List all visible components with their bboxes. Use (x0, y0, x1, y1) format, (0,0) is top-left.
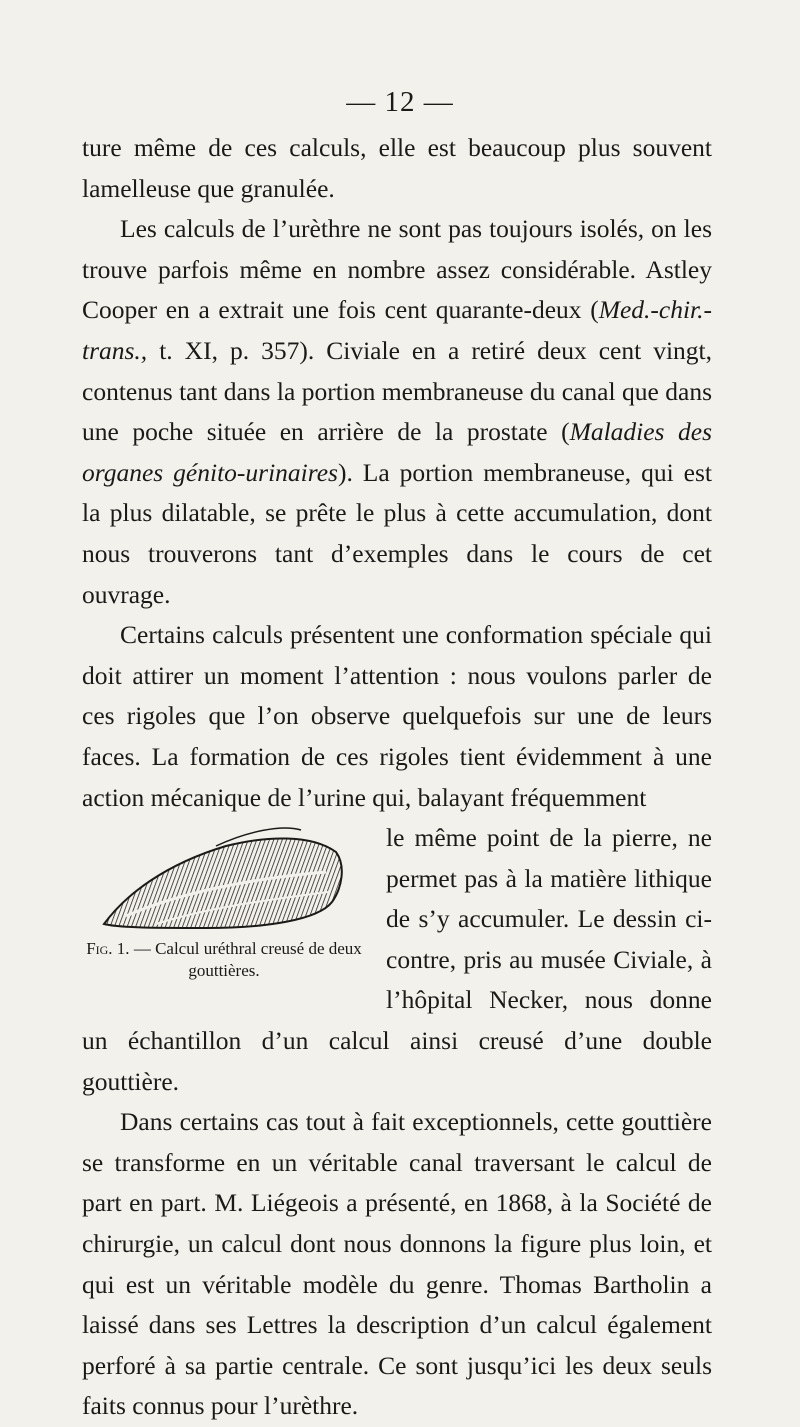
paragraph-2-text-a: Les calculs de l’urèthre ne sont pas toujours isolés, on les trouve parfois même en nombre assez considérable. Astley Cooper en a extrait une fois cent quarante-deux ( (82, 214, 712, 325)
paragraph-3-a: Certains calculs présentent une conformation spéciale qui doit attirer un moment l’attention : nous voulons parler de ces rigoles que l’on observe quelquefois sur une de leurs faces. La formation de ces rigoles tient évidemment à une action mécanique de l’urine qui, balayant fréquemment (82, 620, 712, 812)
reference-med-chir-trans: Med.-chir.-trans., (82, 295, 712, 365)
figure-1 (72, 818, 376, 1018)
page-number: — 12 — (346, 86, 454, 118)
paragraph-1: ture même de ces calculs, elle est beaucoup plus souvent lamelleuse que granulée. (82, 133, 712, 203)
body-text (82, 128, 712, 1427)
calculus-illustration (96, 824, 346, 934)
reference-maladies: Maladies des organes génito-urinaires (82, 417, 712, 487)
paragraph-3-b: le même point de la pierre, ne permet pas à la matière lithique de s’y accumuler. Le dessin ci-contre, pris au musée Civiale, à l’hôpital Necker, nous donne un échantillon d’un calcul ainsi creusé d’une double gouttière. (82, 823, 712, 1096)
paragraph-2-text-b: t. XI, p. 357). Civiale en a retiré deux cent vingt, contenus tant dans la portion membraneuse du canal que dans une poche située en arrière de la prostate ( (82, 335, 712, 447)
figure-label: Fig. 1. (86, 939, 130, 959)
paragraph-4: Dans certains cas tout à fait exceptionnels, cette gouttière se transforme en un véritable canal traversant le calcul de part en part. M. Liégeois a présenté, en 1868, à la Société de chirurgie, un calcul dont nous donnons la figure plus loin, et qui est un véritable modèle du genre. Thomas Bartholin a laissé dans ses Lettres la description d’un calcul également perforé à sa partie centrale. Ce sont jusqu’ici les deux seuls faits connus pour l’urèthre. (82, 1107, 712, 1421)
figure-caption (72, 938, 376, 982)
paragraph-2-text-c: ). La portion membraneuse, qui est la plus dilatable, se prête le plus à cette accumulation, dont nous trouverons tant d’exemples dans le cours de cet ouvrage. (82, 457, 712, 609)
figure-caption-text: — Calcul uréthral creusé de deux gouttières. (129, 939, 362, 981)
paragraph-2 (82, 209, 712, 615)
